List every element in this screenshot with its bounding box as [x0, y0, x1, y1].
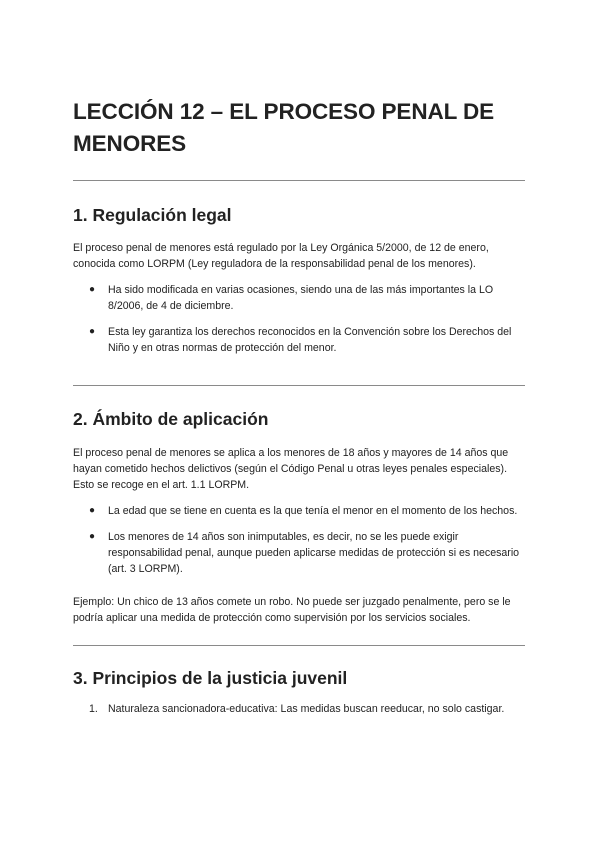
- section-paragraph: El proceso penal de menores está regulado por la Ley Orgánica 5/2000, de 12 de enero, conocida como LORPM (Ley reguladora de la responsabilidad penal de los menores).: [73, 242, 489, 270]
- bullet-glyph: ●: [89, 284, 96, 295]
- bullet-text: Ha sido modificada en varias ocasiones, siendo una de las más importantes la LO 8/2006, de 4 de diciembre.: [108, 284, 494, 312]
- document-page: [73, 96, 525, 717]
- bullet-text: Esta ley garantiza los derechos reconocidos en la Convención sobre los Derechos del Niño y en otras normas de protección del menor.: [108, 326, 512, 354]
- divider: [73, 645, 525, 646]
- item-text: Naturaleza sancionadora-educativa: Las medidas buscan reeducar, no solo castigar.: [108, 703, 505, 715]
- bullet-text: Los menores de 14 años son inimputables, es decir, no se les puede exigir responsabilidad penal, aunque pueden aplicarse medidas de protección si es necesario (art. 3 LORPM).: [108, 531, 520, 575]
- item-number: 1.: [89, 703, 98, 715]
- section-paragraph: El proceso penal de menores se aplica a los menores de 18 años y mayores de 14 años que hayan cometido hechos delictivos (según el Código Penal u otras leyes penales especiales). Esto se recoge en el art. 1.1 LORPM.: [73, 447, 509, 491]
- section-heading-regulacion: 1. Regulación legal: [73, 205, 232, 225]
- divider: [73, 180, 525, 181]
- section-heading-ambito: 2. Ámbito de aplicación: [73, 409, 269, 429]
- bullet-text: La edad que se tiene en cuenta es la que tenía el menor en el momento de los hechos.: [108, 505, 518, 517]
- page-title: LECCIÓN 12 – EL PROCESO PENAL DE MENORES: [73, 99, 495, 156]
- bullet-item: [73, 503, 525, 519]
- divider: [73, 385, 525, 386]
- bullet-item: [73, 324, 525, 356]
- numbered-list: [73, 701, 525, 717]
- section-heading-principios: 3. Principios de la justicia juvenil: [73, 668, 348, 688]
- numbered-item: [73, 701, 525, 717]
- example-paragraph: Ejemplo: Un chico de 13 años comete un robo. No puede ser juzgado penalmente, pero se le podría aplicar una medida de protección como supervisión por los servicios sociales.: [73, 596, 511, 624]
- bullet-glyph: ●: [89, 505, 96, 516]
- bullet-item: [73, 282, 525, 314]
- bullet-list: [73, 282, 525, 356]
- bullet-item: [73, 529, 525, 577]
- bullet-list: [73, 503, 525, 577]
- bullet-glyph: ●: [89, 326, 96, 337]
- bullet-glyph: ●: [89, 531, 96, 542]
